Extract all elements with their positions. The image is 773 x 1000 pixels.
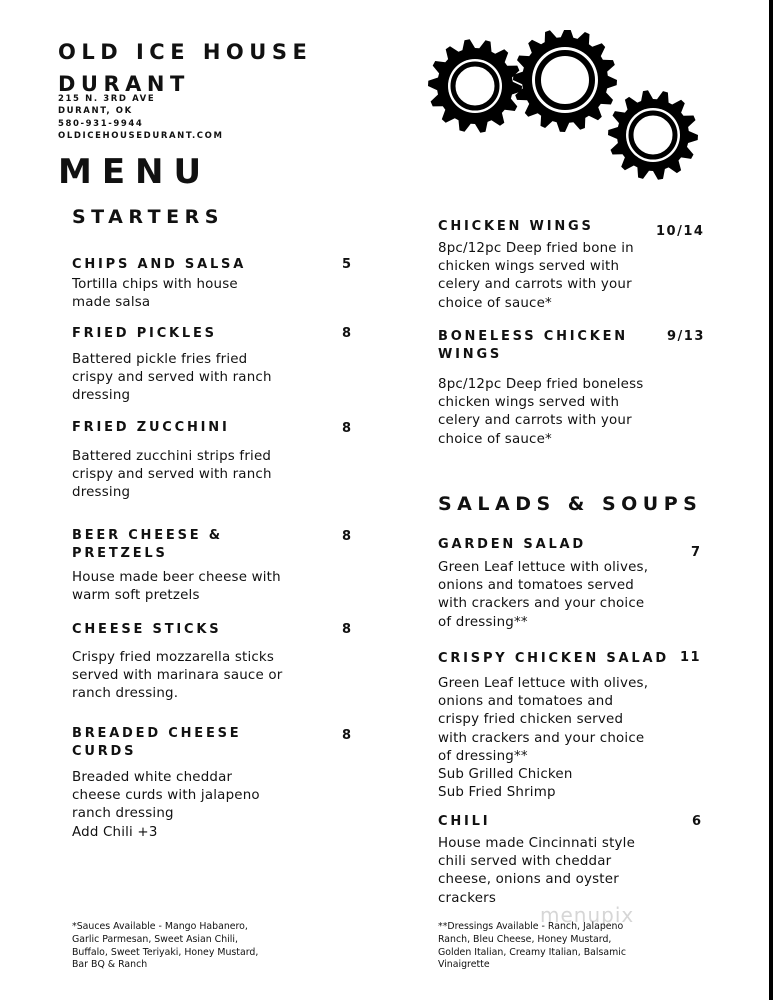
desc-line: warm soft pretzels [72,588,200,604]
desc-line: House made Cincinnati style [438,836,636,851]
desc-line: cheese curds with jalapeno [72,788,260,804]
item-name-line: BEER CHEESE & [72,528,223,543]
salads-soups-title: SALADS & SOUPS [438,493,703,515]
desc-fried-pickles [72,351,272,406]
address: 215 N. 3RD AVE [58,94,156,104]
desc-line: celery and carrots with your [438,413,632,429]
desc-line: dressing [72,388,131,404]
desc-garden-salad [438,559,648,632]
gear-right-icon [608,90,698,179]
item-chicken-wings: CHICKEN WINGS [438,219,594,234]
contact-info [58,93,224,142]
desc-fried-zucchini [72,448,272,503]
gear-center-icon [513,30,617,132]
price-boneless-chicken-wings: 9/13 [667,329,705,344]
city: DURANT, OK [58,106,133,117]
footnote-line: Buffalo, Sweet Teriyaki, Honey Mustard, [72,946,259,958]
sauces-footnote [72,921,258,972]
dressings-footnote [438,921,626,972]
desc-line: crispy and served with ranch [72,370,272,386]
footnote-line: Ranch, Bleu Cheese, Honey Mustard, [438,933,612,945]
price-fried-zucchini: 8 [342,421,353,436]
desc-line: crispy and served with ranch [72,467,272,483]
desc-line: of dressing** [438,614,528,630]
desc-line: with crackers and your choice [438,596,645,612]
desc-beer-cheese-pretzels [72,569,281,605]
restaurant-name-line1: OLD ICE HOUSE [58,40,313,64]
desc-line: onions and tomatoes and [438,694,614,710]
desc-cheese-sticks [72,649,282,704]
item-chips-and-salsa: CHIPS AND SALSA [72,257,247,272]
item-cheese-sticks: CHEESE STICKS [72,622,222,637]
desc-line: Green Leaf lettuce with olives, [438,560,649,575]
footnote-line: Golden Italian, Creamy Italian, Balsamic [438,946,626,958]
gear-left-icon [428,39,522,132]
desc-line: chicken wings served with [438,259,620,275]
desc-line: Crispy fried mozzarella sticks [72,650,275,665]
desc-line: Add Chili +3 [72,824,158,840]
item-garden-salad: GARDEN SALAD [438,537,586,552]
item-crispy-chicken-salad: CRISPY CHICKEN SALAD [438,651,669,666]
footnote-line: *Sauces Available - Mango Habanero, [72,921,248,932]
item-name-line: BONELESS CHICKEN [438,329,628,344]
desc-line: made salsa [72,295,151,311]
right-edge-border [769,0,773,1000]
desc-line: crispy fried chicken served [438,712,624,728]
item-boneless-chicken-wings [438,328,628,364]
footnote-line: Vinaigrette [438,959,490,971]
item-name-line: WINGS [438,347,503,362]
item-name-line: CURDS [72,744,137,759]
desc-line: ranch dressing. [72,686,179,702]
price-beer-cheese-pretzels: 8 [342,529,353,544]
desc-line: 8pc/12pc Deep fried boneless [438,377,644,392]
price-cheese-sticks: 8 [342,622,353,637]
price-chili: 6 [692,814,703,829]
restaurant-name-line2: DURANT [58,72,190,96]
price-crispy-chicken-salad: 11 [680,650,702,665]
desc-line: cheese, onions and oyster [438,872,619,888]
desc-line: of dressing** [438,748,528,764]
footnote-line: **Dressings Available - Ranch, Jalapeno [438,921,624,932]
desc-line: Tortilla chips with house [72,277,238,292]
item-name-line: PRETZELS [72,546,168,561]
desc-line: served with marinara sauce or [72,668,283,684]
desc-line: Battered pickle fries fried [72,352,248,367]
gears-icon [425,30,705,190]
desc-line: onions and tomatoes served [438,578,634,594]
price-chips-and-salsa: 5 [342,257,353,272]
price-fried-pickles: 8 [342,326,353,341]
desc-chips-and-salsa [72,276,238,312]
item-fried-pickles: FRIED PICKLES [72,326,217,341]
desc-line: Green Leaf lettuce with olives, [438,676,649,691]
desc-line: Battered zucchini strips fried [72,449,272,464]
desc-line: House made beer cheese with [72,570,281,585]
item-fried-zucchini: FRIED ZUCCHINI [72,420,230,435]
desc-line: chili served with cheddar [438,854,612,870]
desc-line: Sub Grilled Chicken [438,767,573,783]
item-chili: CHILI [438,814,491,829]
desc-line: with crackers and your choice [438,730,645,746]
desc-line: choice of sauce* [438,295,552,311]
desc-line: choice of sauce* [438,431,552,447]
desc-line: chicken wings served with [438,395,620,411]
item-breaded-cheese-curds [72,725,241,761]
desc-line: celery and carrots with your [438,277,632,293]
price-garden-salad: 7 [691,545,702,560]
phone: 580-931-9944 [58,118,144,129]
desc-line: crackers [438,890,497,906]
desc-chili [438,835,635,908]
desc-line: Sub Fried Shrimp [438,785,556,801]
desc-line: Breaded white cheddar [72,770,233,785]
website: OLDICEHOUSEDURANT.COM [58,130,224,141]
desc-chicken-wings [438,240,634,313]
desc-line: ranch dressing [72,806,174,822]
item-name-line: BREADED CHEESE [72,726,242,741]
footnote-line: Bar BQ & Ranch [72,959,148,971]
menu-title: MENU [58,152,212,192]
starters-title: STARTERS [72,206,224,228]
price-breaded-cheese-curds: 8 [342,728,353,743]
footnote-line: Garlic Parmesan, Sweet Asian Chili, [72,933,238,945]
watermark: menupix [540,903,635,927]
price-chicken-wings: 10/14 [656,224,705,239]
desc-line: dressing [72,485,131,501]
item-beer-cheese-pretzels [72,527,223,563]
desc-breaded-cheese-curds [72,769,260,842]
desc-crispy-chicken-salad [438,675,648,802]
desc-line: 8pc/12pc Deep fried bone in [438,241,634,256]
restaurant-name [58,36,312,100]
desc-boneless-chicken-wings [438,376,643,449]
